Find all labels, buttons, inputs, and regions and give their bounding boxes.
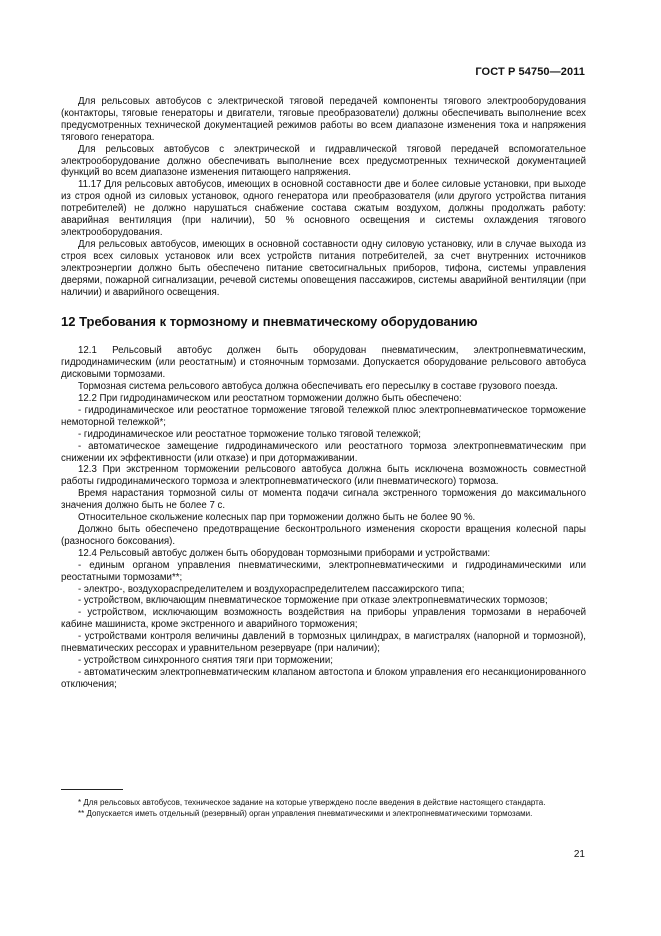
paragraph: 12.2 При гидродинамическом или реостатном торможении должно быть обеспечено: — [78, 393, 462, 405]
paragraph: 12.4 Рельсовый автобус должен быть оборудован тормозными приборами и устройствами: — [78, 547, 491, 559]
paragraph: Для рельсовых автобусов, имеющих в основной составности одну силовую установку, или в случае выхода из строя всех силовых установок или всех устройств питания потребителей, за счет внутренних источников электроэнергии должно быть обеспечено питание светосигнальных приборов, тифона, системы управления дверями, пожарной сигнализации, речевой системы оповещения пассажиров, системы аварийной вентиляции (при наличии) и аварийного освещения. — [61, 238, 586, 298]
paragraph: Тормозная система рельсового автобуса должна обеспечивать его пересылку в составе грузового поезда. — [78, 381, 558, 393]
list-item: - автоматическим электропневматическим клапаном автостопа и блоком управления его несанкционированного отключения; — [61, 666, 586, 690]
page-number: 21 — [573, 849, 585, 860]
paragraph: 11.17 Для рельсовых автобусов, имеющих в основной составности две и более силовые установки, при выходе из строя одной из силовых установок, одного генератора или преобразователя (или другого устройства питания потребителей) не должно нарушаться снабжение состава сжатым воздухом, должны продолжать работу: аварийная вентиляция (при наличии), 50 % основного освещения и системы охлаждения тягового электрооборудования. — [61, 179, 586, 238]
footnote-divider — [61, 789, 123, 790]
document-header: ГОСТ Р 54750—2011 — [475, 66, 585, 78]
list-item: - электро-, воздухораспределителем и воздухораспределителем пассажирского типа; — [78, 583, 465, 595]
footnotes — [61, 797, 586, 820]
paragraph: Для рельсовых автобусов с электрической тяговой передачей компоненты тягового электрооборудования (контакторы, тяговые генераторы и двигатели, тяговые преобразователи) должны обеспечивать выполнение всех предусмотренных технической документацией режимов работы во всем диапазоне изменения тока и напряжения тягового генератора. — [61, 96, 586, 143]
paragraph: Относительное скольжение колесных пар при торможении должно быть не более 90 %. — [78, 512, 476, 524]
paragraph: Время нарастания тормозной силы от момента подачи сигнала экстренного торможения до максимального значения должно быть не более 7 с. — [61, 488, 586, 512]
list-item: - гидродинамическое или реостатное торможение тяговой тележкой плюс электропневматическое торможение немоторной тележкой*; — [61, 404, 586, 428]
list-item: - устройством, включающим пневматическое торможение при отказе электропневматических тормозов; — [78, 595, 548, 607]
list-item: - устройством, исключающим возможность воздействия на приборы управления тормозами в нерабочей кабине машиниста, кроме экстренного и аварийного торможения; — [61, 607, 586, 631]
list-item: - гидродинамическое или реостатное торможение только тяговой тележкой; — [78, 428, 421, 440]
paragraph: 12.1 Рельсовый автобус должен быть оборудован пневматическим, электропневматическим, гидродинамическим (или реостатным) и стояночным тормозами. Допускается оборудование рельсового автобуса дисковыми тормозами. — [61, 345, 586, 381]
list-item: - единым органом управления пневматическими, электропневматическими и гидродинамическими или реостатными тормозами**; — [61, 559, 586, 583]
footnote: * Для рельсовых автобусов, техническое задание на которые утверждено после введения в действие настоящего стандарта. — [78, 798, 546, 807]
list-item: - устройствами контроля величины давлений в тормозных цилиндрах, в магистралях (напорной и тормозной), пневматических рессорах и уравнительном резервуаре (при наличии); — [61, 631, 586, 655]
list-item: - устройством синхронного снятия тяги при торможении; — [78, 654, 333, 666]
paragraph: Для рельсовых автобусов с электрической и гидравлической тяговой передачей вспомогательное электрооборудование должно обеспечивать выполнение всех предусмотренных технической документацией функций во всем диапазоне изменения питающего напряжения. — [61, 143, 586, 179]
footnote: ** Допускается иметь отдельный (резервный) орган управления пневматическими и электропневматическими тормозами. — [78, 809, 533, 819]
paragraph: 12.3 При экстренном торможении рельсового автобуса должна быть исключена возможность совместной работы гидродинамического тормоза и электропневматического (или пневматического) тормоза. — [61, 464, 586, 488]
body-text — [61, 96, 586, 691]
list-item: - автоматическое замещение гидродинамического или реостатного тормоза электропневматическим при снижении их эффективности (или отказе) и при дотормаживании. — [61, 440, 586, 464]
paragraph: Должно быть обеспечено предотвращение бесконтрольного изменения скорости вращения колесной пары (разносного боксования). — [61, 524, 586, 547]
section-heading: 12 Требования к тормозному и пневматическому оборудованию — [61, 314, 478, 330]
